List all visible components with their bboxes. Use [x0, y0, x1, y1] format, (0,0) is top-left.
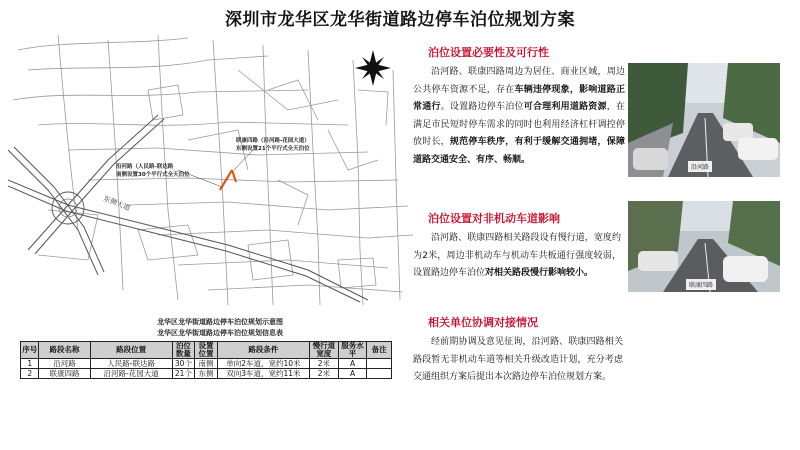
table-cell: 沿河路-花园大道 — [90, 369, 172, 379]
table-caption: 龙华区龙华街道路边停车泊位规划信息表 — [157, 329, 283, 337]
table-header-row — [21, 342, 392, 359]
table-row — [21, 369, 392, 379]
table-cell: 人民路-联达路 — [90, 359, 172, 369]
header-cell: 备注 — [367, 342, 392, 359]
page-title: 深圳市龙华区龙华街道路边停车泊位规划方案 — [225, 10, 575, 30]
table-cell: 30个 — [172, 359, 195, 369]
table-cell: 联康四路 — [39, 369, 90, 379]
header-cell: 设置位置 — [195, 342, 218, 359]
photo-label: 沿河路 — [688, 161, 712, 172]
header-cell: 服务水平 — [338, 342, 367, 359]
table-cell: 沿河路 — [39, 359, 90, 369]
callout-left-line2: 南侧设置30个平行式全天泊位 — [116, 172, 190, 178]
table-cell: A — [338, 359, 367, 369]
parking-info-table — [20, 341, 392, 379]
header-cell: 慢行道宽度 — [309, 342, 338, 359]
table-cell: 1 — [21, 359, 39, 369]
section-text-nonmotor: 沿河路、联康四路相关路段设有慢行道，宽度约为2米，周边非机动车与机动车共板通行强度较弱，设置路边停车泊位对相关路段慢行影响较小。 — [413, 233, 621, 279]
table-cell: A — [338, 369, 367, 379]
header-cell: 路段名称 — [39, 342, 90, 359]
table-cell: 2米 — [309, 359, 338, 369]
table-row — [21, 359, 392, 369]
table-cell: 2米 — [309, 369, 338, 379]
table-cell — [367, 359, 392, 369]
planning-map — [8, 30, 420, 310]
street-photo-liankang — [628, 201, 780, 292]
header-cell: 路段条件 — [217, 342, 309, 359]
header-cell: 序号 — [21, 342, 39, 359]
table-cell: 南侧 — [195, 359, 218, 369]
table-cell: 单向2车道，宽约10米 — [217, 359, 309, 369]
section-heading-coordination: 相关单位协调对接情况 — [428, 316, 538, 329]
road-label: 东侧大道 — [102, 194, 132, 213]
table-cell: 东侧 — [195, 369, 218, 379]
map-caption: 龙华区龙华街道路边停车泊位规划示意图 — [157, 318, 283, 326]
section-heading-nonmotor: 泊位设置对非机动车道影响 — [428, 212, 560, 225]
callout-right-line1: 联康四路（沿河路-花园大道） — [236, 138, 310, 144]
header-cell: 泊位数量 — [172, 342, 195, 359]
header-cell: 路段位置 — [90, 342, 172, 359]
photo-label: 联康四路 — [686, 279, 716, 290]
callout-left-line1: 沿河路（人民路-联达路 — [116, 164, 174, 170]
street-photo-yanhe — [628, 63, 780, 177]
callout-right-line2: 东侧设置21个平行式全天泊位 — [236, 146, 310, 152]
section-text-necessity: 沿河路、联康四路周边为居住、商业区域，周边公共停车资源不足，存在车辆违停现象，影响道路正常通行。设置路边停车泊位可合理利用道路资源，在满足市民短时停车需求的同时也利用经济杠杆调控停放时长，规范停车秩序，有利于缓解交通拥堵，保障道路交通安全、有序、畅顺。 — [413, 67, 625, 165]
table-cell: 21个 — [172, 369, 195, 379]
north-arrow-icon — [355, 50, 391, 86]
table-cell: 2 — [21, 369, 39, 379]
table-cell: 双向3车道，宽约11米 — [217, 369, 309, 379]
section-heading-necessity: 泊位设置必要性及可行性 — [428, 46, 549, 59]
table-cell — [367, 369, 392, 379]
section-text-coordination: 经前期协调及意见征询，沿河路、联康四路相关路段暂无非机动车道等相关升级改造计划，充分考虑交通组织方案后提出本次路边停车泊位规划方案。 — [413, 337, 623, 383]
